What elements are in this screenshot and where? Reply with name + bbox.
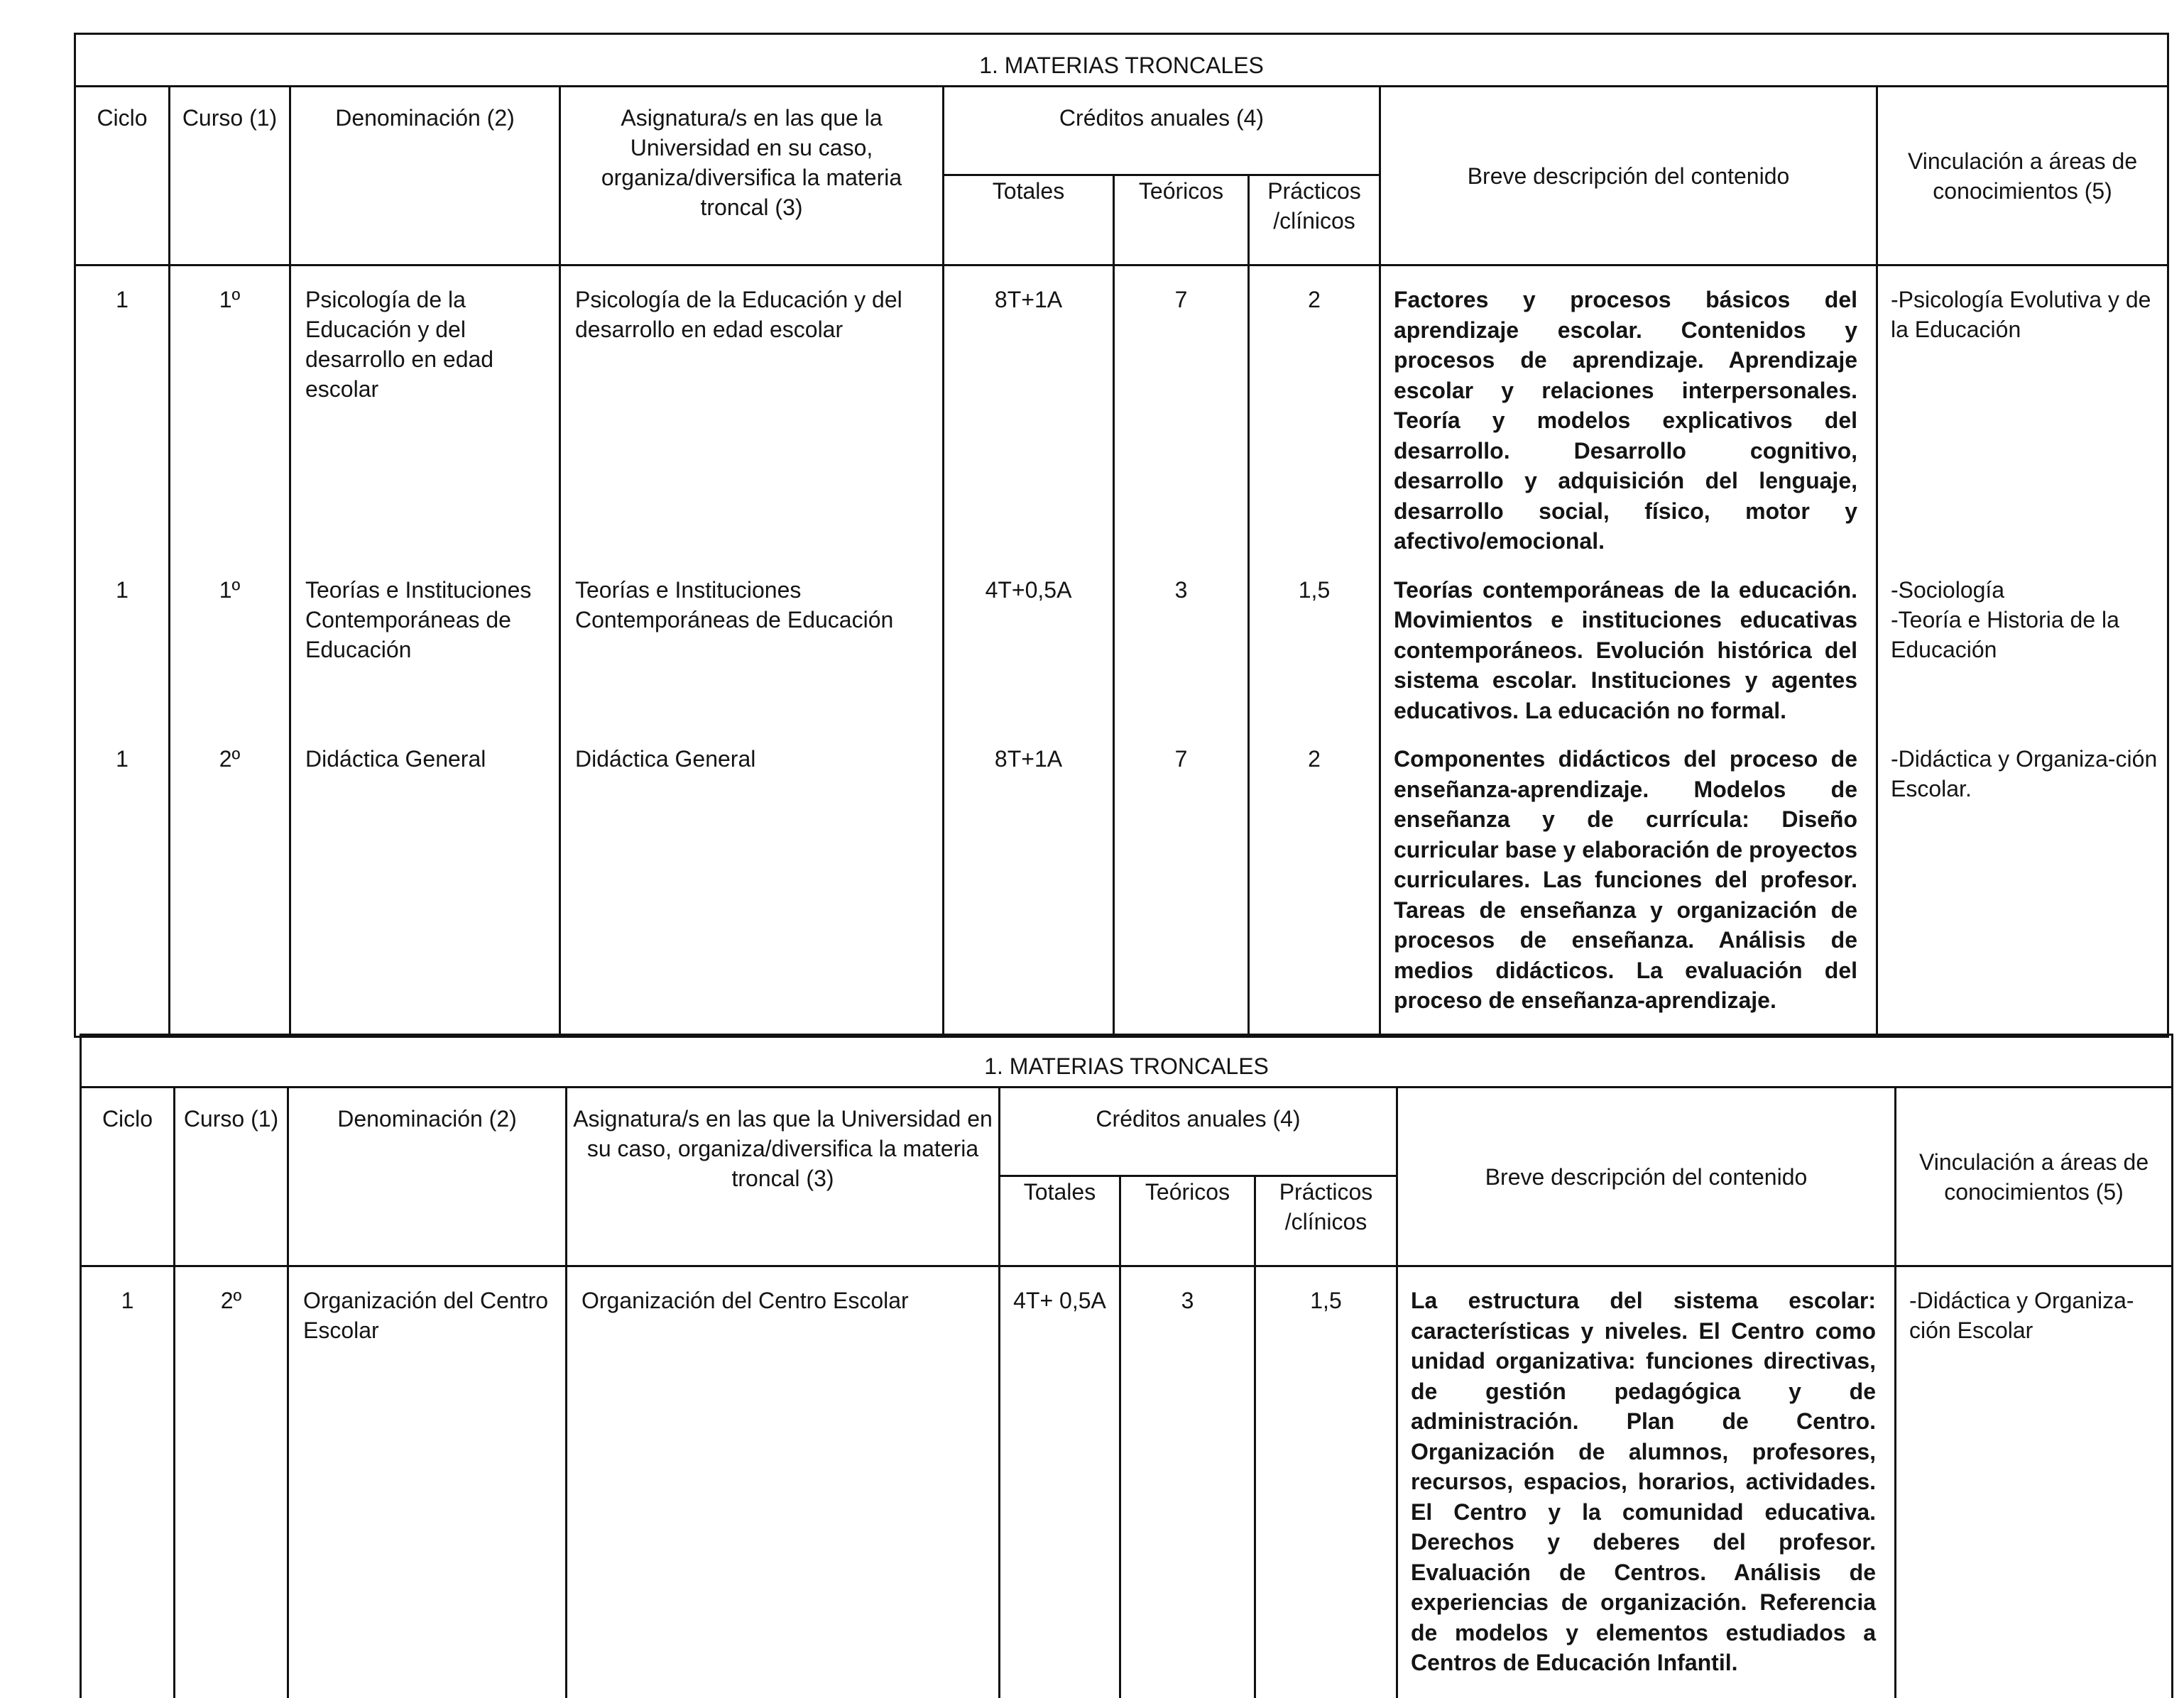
cell-asignatura: Teorías e Instituciones Contemporáneas de Educación — [560, 557, 944, 726]
cell-totales: 8T+1A — [944, 265, 1114, 557]
cell-asignatura: Organización del Centro Escolar — [567, 1266, 1000, 1698]
header-vinculacion: Vinculación a áreas de conocimientos (5) — [1877, 87, 2168, 265]
materias-troncales-table-2 — [80, 1034, 2173, 1698]
cell-teoricos: 7 — [1114, 265, 1249, 557]
table-row — [75, 557, 2168, 726]
header-denominacion: Denominación (2) — [290, 87, 560, 265]
header-creditos: Créditos anuales (4) — [944, 87, 1380, 175]
header-curso: Curso (1) — [170, 87, 290, 265]
table-row — [75, 725, 2168, 1036]
cell-descripcion: Teorías contemporáneas de la educación. Movimientos e instituciones educativas contemporáneos. Evolución histórica del sistema escolar. Instituciones y agentes educativos. La educación no formal. — [1380, 557, 1877, 726]
area-line: -Didáctica y Organiza-ción Escolar — [1909, 1288, 2134, 1343]
cell-descripcion: Componentes didácticos del proceso de enseñanza-aprendizaje. Modelos de enseñanza y de currícula: Diseño curricular base y elaboración de proyectos curriculares. Las funciones del profesor. Tareas de enseñanza y organización de procesos de enseñanza. Análisis de medios didácticos. La evaluación del proceso de enseñanza-aprendizaje. — [1380, 725, 1877, 1036]
cell-denominacion: Organización del Centro Escolar — [288, 1266, 567, 1698]
cell-ciclo: 1 — [75, 725, 170, 1036]
header-teoricos: Teóricos — [1114, 175, 1249, 265]
cell-vinculacion — [1877, 265, 2168, 557]
cell-teoricos: 7 — [1114, 725, 1249, 1036]
cell-vinculacion — [1896, 1266, 2173, 1698]
header-teoricos: Teóricos — [1120, 1176, 1255, 1266]
cell-practicos: 2 — [1249, 725, 1380, 1036]
area-line: -Sociología — [1891, 576, 2005, 603]
header-practicos: Prácticos /clínicos — [1255, 1176, 1397, 1266]
header-practicos: Prácticos /clínicos — [1249, 175, 1380, 265]
header-totales: Totales — [1000, 1176, 1120, 1266]
cell-curso: 2º — [175, 1266, 288, 1698]
header-denominacion: Denominación (2) — [288, 1088, 567, 1266]
header-creditos: Créditos anuales (4) — [1000, 1088, 1397, 1176]
cell-teoricos: 3 — [1114, 557, 1249, 726]
cell-ciclo: 1 — [75, 557, 170, 726]
cell-descripcion: Factores y procesos básicos del aprendizaje escolar. Contenidos y procesos de aprendizaje. Aprendizaje escolar y relaciones interpersonales. Teoría y modelos explicativos del desarrollo. Desarrollo cognitivo, desarrollo y adquisición del lenguaje, desarrollo social, físico, motor y afectivo/emocional. — [1380, 265, 1877, 557]
cell-curso: 1º — [170, 557, 290, 726]
header-descripcion: Breve descripción del contenido — [1380, 87, 1877, 265]
cell-totales: 4T+ 0,5A — [1000, 1266, 1120, 1698]
cell-curso: 2º — [170, 725, 290, 1036]
cell-practicos: 1,5 — [1255, 1266, 1397, 1698]
header-totales: Totales — [944, 175, 1114, 265]
cell-denominacion: Didáctica General — [290, 725, 560, 1036]
cell-descripcion: La estructura del sistema escolar: características y niveles. El Centro como unidad organizativa: funciones directivas, de gestión pedagógica y de administración. Plan de Centro. Organización de alumnos, profesores, recursos, espacios, horarios, actividades. El Centro y la comunidad educativa. Derechos y deberes del profesor. Evaluación de Centros. Análisis de experiencias de organización. Referencia de modelos y elementos estudiados a Centros de Educación Infantil. — [1397, 1266, 1896, 1698]
cell-asignatura: Psicología de la Educación y del desarrollo en edad escolar — [560, 265, 944, 557]
cell-totales: 4T+0,5A — [944, 557, 1114, 726]
cell-asignatura: Didáctica General — [560, 725, 944, 1036]
cell-teoricos: 3 — [1120, 1266, 1255, 1698]
cell-ciclo: 1 — [75, 265, 170, 557]
header-asignatura: Asignatura/s en las que la Universidad en su caso, organiza/diversifica la materia troncal (3) — [560, 87, 944, 265]
header-ciclo: Ciclo — [81, 1088, 175, 1266]
cell-vinculacion — [1877, 557, 2168, 726]
header-descripcion: Breve descripción del contenido — [1397, 1088, 1896, 1266]
table-title: 1. MATERIAS TRONCALES — [75, 34, 2168, 87]
header-ciclo: Ciclo — [75, 87, 170, 265]
cell-practicos: 2 — [1249, 265, 1380, 557]
cell-practicos: 1,5 — [1249, 557, 1380, 726]
table-title: 1. MATERIAS TRONCALES — [81, 1035, 2173, 1088]
cell-curso: 1º — [170, 265, 290, 557]
table-row — [81, 1266, 2173, 1698]
area-line: -Psicología Evolutiva y de la Educación — [1891, 287, 2151, 342]
cell-denominacion: Psicología de la Educación y del desarrollo en edad escolar — [290, 265, 560, 557]
cell-ciclo: 1 — [81, 1266, 175, 1698]
area-line: -Teoría e Historia de la Educación — [1891, 606, 2119, 662]
header-vinculacion: Vinculación a áreas de conocimientos (5) — [1896, 1088, 2173, 1266]
materias-troncales-table-1 — [74, 33, 2169, 1038]
cell-vinculacion — [1877, 725, 2168, 1036]
cell-denominacion: Teorías e Instituciones Contemporáneas de Educación — [290, 557, 560, 726]
area-line: -Didáctica y Organiza-ción Escolar. — [1891, 746, 2158, 801]
table-row — [75, 265, 2168, 557]
cell-totales: 8T+1A — [944, 725, 1114, 1036]
header-asignatura: Asignatura/s en las que la Universidad en su caso, organiza/diversifica la materia troncal (3) — [567, 1088, 1000, 1266]
header-curso: Curso (1) — [175, 1088, 288, 1266]
